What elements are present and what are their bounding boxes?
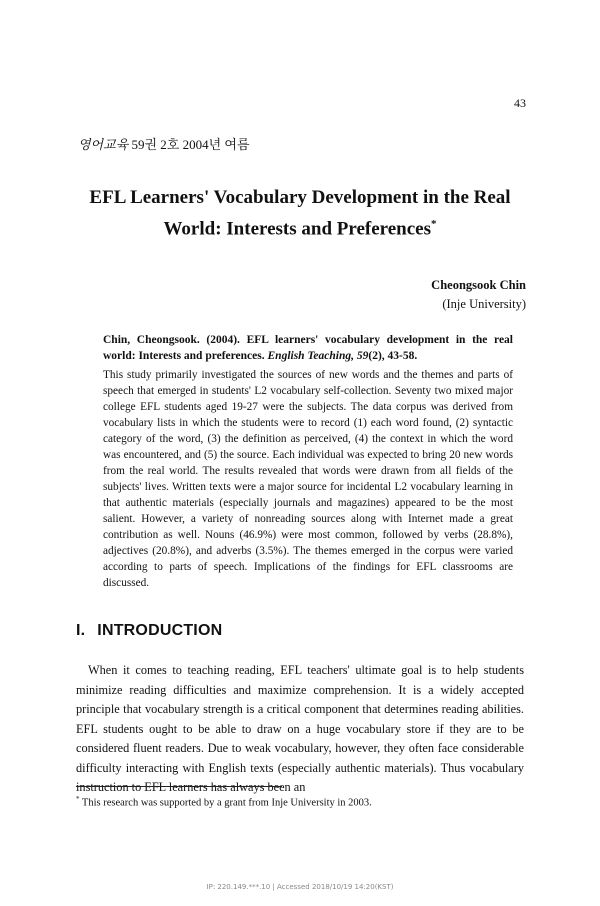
citation-suffix: (2), 43-58.	[368, 350, 418, 362]
citation	[103, 332, 513, 364]
journal-header	[78, 134, 250, 153]
citation-journal: English Teaching, 59	[267, 350, 369, 362]
footnote-mark: *	[76, 795, 80, 803]
abstract: This study primarily investigated the sources of new words and the themes and parts of speech that emerged in students' L2 vocabulary self-collection. Seventy two mixed major college EFL students aged 19-27 were the subjects. The data corpus was derived from vocabulary lists in which the students were to record (1) each word found, (2) syntactic category of the word, (3) the definition as perceived, (4) the context in which the word was encountered, and (5) the source. Each individual was expected to bring 20 new words from the real world. The results revealed that words were drawn from all fields of the subjects' lives. Written texts were a major source for incidental L2 vocabulary learning in that authentic materials (especially journals and magazines) appeared to be the most salient. However, a variety of nonreading sources along with Internet made a great contribution as well. Nouns (46.9%) were most common, followed by verbs (28.8%), adjectives (20.8%), and adverbs (3.5%). The themes emerged in the corpus were varied according to parts of speech. Implications of the findings for EFL classrooms are discussed.	[103, 369, 513, 589]
journal-name-korean: 영어교육	[78, 137, 129, 152]
section-number: I.	[76, 622, 86, 639]
body-paragraph: When it comes to teaching reading, EFL teachers' ultimate goal is to help students minimize reading difficulties and maximize comprehension. It is a widely accepted principle that vocabulary strength is a critical component that determines reading abilities. EFL students ought to be able to draw on a huge vocabulary store if they are to be considered fluent readers. Due to weak vocabulary, however, they often face considerable difficulty interacting with English texts (especially authentic materials). Thus vocabulary instruction to EFL learners has always been an	[76, 663, 524, 794]
page-number: 43	[514, 96, 526, 110]
citation-prefix: Chin, Cheongsook. (2004). EFL learners' vocabulary development in the real world: Interests and preferences.	[103, 334, 513, 362]
author-block	[431, 276, 526, 314]
footnote	[76, 795, 372, 809]
section-title: INTRODUCTION	[97, 622, 223, 639]
footnote-text: This research was supported by a grant from Inje University in 2003.	[79, 797, 372, 809]
title-line-1: EFL Learners' Vocabulary Development in the Real	[89, 187, 511, 208]
journal-issue: 59권 2호 2004년 여름	[131, 137, 250, 152]
author-affiliation: (Inje University)	[442, 297, 526, 311]
footnote-divider	[76, 786, 282, 787]
access-watermark: IP: 220.149.***.10 | Accessed 2018/10/19 14:20(KST)	[206, 883, 394, 891]
section-heading	[76, 622, 222, 640]
title-footnote-mark: *	[431, 218, 437, 230]
title-line-2: World: Interests and Preferences	[163, 218, 432, 240]
paper-title	[60, 184, 540, 242]
author-name: Cheongsook Chin	[431, 278, 526, 292]
